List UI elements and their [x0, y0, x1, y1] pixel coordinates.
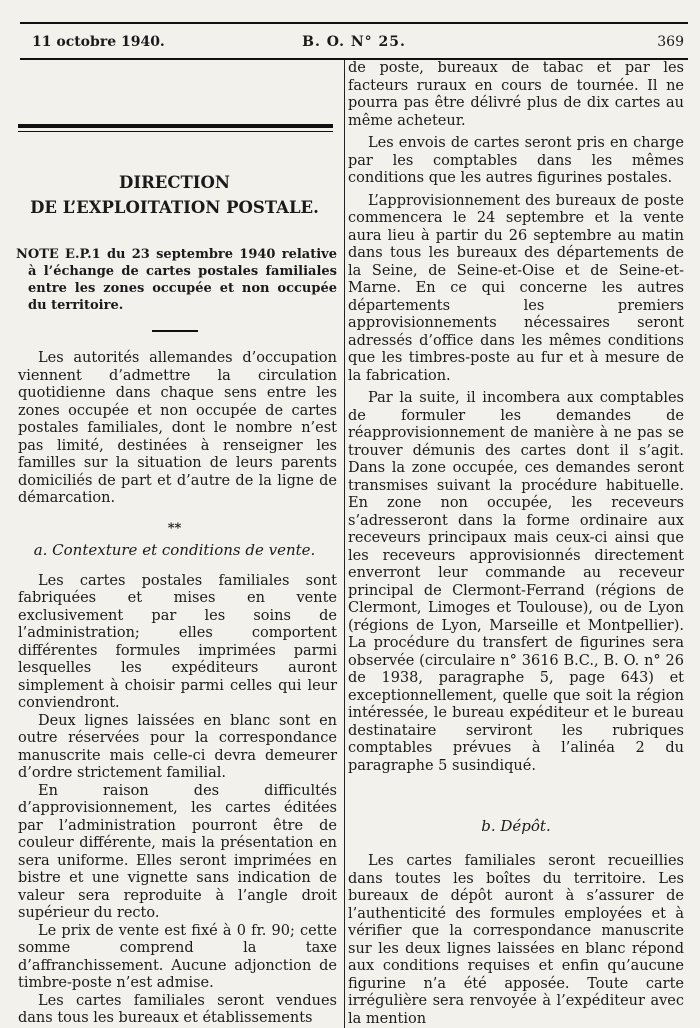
paragraph-left-5: Le prix de vente est fixé à 0 fr. 90; cette somme comprend la taxe d’affranchissement. Aucune adjonction de timbre-poste n’est admise.: [18, 922, 337, 991]
paragraph-right-5: Les cartes familiales seront recueillies dans toutes les boîtes du territoire. Les bureaux de dépôt auront à s’assurer de l’authenticité des formules employées et à vérifier que la correspondance manuscrite sur les deux lignes laissées en blanc répond aux conditions requises et enfin qu’aucune figurine n’a été apposée. Toute carte irrégulière sera renvoyée à l’expéditeur avec la mention: [348, 853, 684, 1027]
paragraph-right-1: de poste, bureaux de tabac et par les facteurs ruraux en cours de tournée. Il ne pourra pas être délivré plus de dix cartes au même acheteur.: [348, 60, 684, 129]
paragraph-left-1: Les autorités allemandes d’occupation viennent d’admettre la circulation quotidienne dans chaque sens entre les zones occupée et non occupée de cartes postales familiales, dont le nombre n’est pas limité, destinées à renseigner les familles sur la situation de leurs parents domiciliés de part et d’autre de la ligne de démarcation.: [18, 350, 337, 506]
paragraph-left-4: En raison des difficultés d’approvisionnement, les cartes éditées par l’administration pourront être de couleur différente, mais la présentation en sera uniforme. Elles seront imprimées en bistre et une vignette sans indication de valeur sera reproduite à l’angle droit supérieur du recto.: [18, 782, 337, 921]
section-thin-rule: [18, 131, 333, 132]
section-thick-rule: [18, 124, 333, 128]
short-rule: [152, 330, 198, 332]
section-a-heading: a. Contexture et conditions de vente.: [33, 540, 316, 559]
stars-ornament: **: [167, 520, 182, 536]
paragraph-left-2: Les cartes postales familiales sont fabriquées et mises en vente exclusivement par les soins de l’administration; elles comportent différentes formules imprimées parmi lesquelles les expéditeurs auront simplement à choisir parmi celles qui leur conviendront.: [18, 572, 337, 711]
paragraph-right-3: L’approvisionnement des bureaux de poste commencera le 24 septembre et la vente aura lieu à partir du 26 septembre au matin dans tous les bureaux des départements de la Seine, de Seine-et-Oise et de Seine-et-Marne. En ce qui concerne les autres départements les premiers approvisionnements nécessaires seront adressés d’office dans les mêmes conditions que les timbres-poste au fur et à mesure de la fabrication.: [348, 192, 684, 384]
direction-title-line1: DIRECTION: [119, 173, 230, 192]
column-divider: [344, 60, 345, 1028]
paragraph-left-6: Les cartes familiales seront vendues dans tous les bureaux et établissements: [18, 992, 337, 1026]
paragraph-right-4: Par la suite, il incombera aux comptables de formuler les demandes de réapprovisionnement de manière à ne pas se trouver démunis des cartes dont il s’agit. Dans la zone occupée, ces demandes seront transmises suivant la procédure habituelle. En zone non occupée, les receveurs s’adresseront dans la forme ordinaire aux receveurs principaux mais ceux-ci ainsi que les receveurs approvisionnés directement enverront leur commande au receveur principal de Clermont-Ferrand (régions de Clermont, Limoges et Toulouse), ou de Lyon (régions de Lyon, Marseille et Montpellier). La procédure du transfert de figurines sera observée (circulaire n° 3616 B.C., B. O. n° 26 de 1938, paragraphe 5, page 643) et exceptionnellement, quelle que soit la région intéressée, le bureau expéditeur et le bureau destinataire serviront les rubriques comptables prévues à l’alinéa 2 du paragraphe 5 susindiqué.: [348, 390, 684, 774]
right-column: [348, 60, 684, 1028]
top-rule: [20, 22, 688, 24]
direction-title: [12, 170, 337, 220]
left-column: [12, 60, 337, 1028]
section-b-heading: b. Dépôt.: [481, 817, 551, 835]
direction-title-line2: DE L’EXPLOITATION POSTALE.: [30, 198, 319, 217]
paragraph-right-2: Les envois de cartes seront pris en charge par les comptables dans les mêmes conditions que les autres figurines postales.: [348, 135, 684, 186]
page-header: [20, 32, 688, 54]
header-page-number: 369: [657, 34, 684, 50]
note-heading: NOTE E.P.1 du 23 septembre 1940 relative à l’échange de cartes postales familiales entre les zones occupée et non occupée du territoire.: [16, 247, 337, 313]
paragraph-left-3: Deux lignes laissées en blanc sont en outre réservées pour la correspondance manuscrite mais celle-ci devra demeurer d’ordre strictement familial.: [18, 712, 337, 781]
header-date: 11 octobre 1940.: [32, 34, 165, 50]
header-bulletin: B. O. N° 25.: [302, 34, 406, 50]
